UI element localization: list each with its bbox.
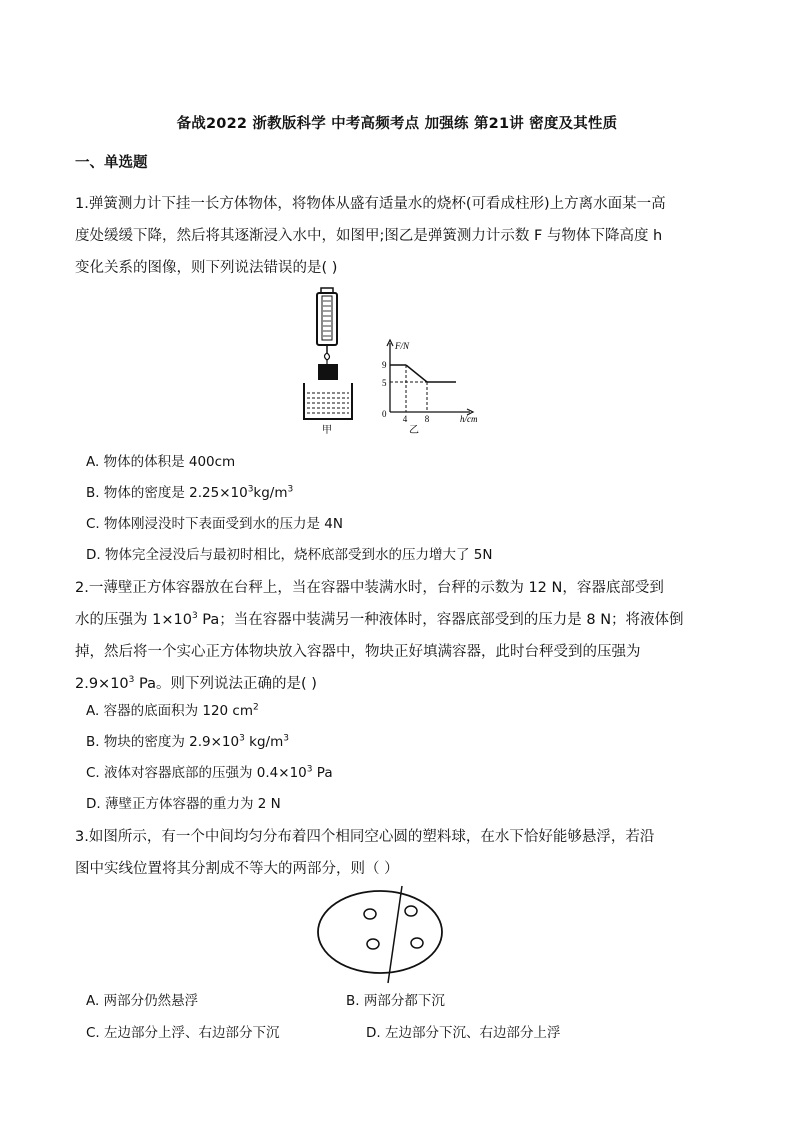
question-2-line-2: 水的压强为 $1\times 10^3$ Pa；当在容器中装满另一种液体时，容器底部受到的压力是 8 N；将液体倒 (75, 611, 684, 628)
question-1-line-3: 变化关系的图像，则下列说法错误的是( ) (75, 260, 338, 276)
x-axis-label: h/cm (460, 414, 478, 424)
y-axis-label: F/N (395, 341, 410, 351)
question-1-line-2: 度处缓缓下降，然后将其逐渐浸入水中，如图甲;图乙是弹簧测力计示数 F 与物体下降高度 h (75, 228, 663, 244)
y-tick-9: 9 (382, 360, 387, 370)
cut-line (388, 886, 402, 983)
question-3-stem (75, 821, 725, 885)
x-tick-8: 8 (424, 414, 430, 424)
question-1-line-1: 1.弹簧测力计下挂一长方体物体，将物体从盛有适量水的烧杯(可看成柱形)上方离水面某一高 (75, 196, 666, 212)
force-height-graph (382, 340, 478, 424)
origin-label: 0 (382, 409, 387, 419)
question-1-option-b: B. 物体的密度是 $2.25\times 10^3kg/m^3$ (86, 484, 294, 501)
question-2-option-b: B. 物块的密度为 $2.9\times 10^3$ $kg/m^3$ (86, 733, 289, 750)
question-1-option-a: A. 物体的体积是 400cm (86, 454, 236, 470)
question-3-figure (308, 885, 458, 985)
figure-label-yi: 乙 (409, 425, 419, 435)
document-title: 备战2022 浙教版科学 中考高频考点 加强练 第21讲 密度及其性质 (176, 116, 618, 132)
question-3-line-1: 3.如图所示，有一个中间均匀分布着四个相同空心圆的塑料球，在水下恰好能够悬浮，若沿 (75, 829, 655, 845)
question-2-option-c: C. 液体对容器底部的压强为 $0.4\times 10^3$ Pa (86, 764, 333, 781)
beaker-icon (304, 383, 352, 419)
question-3-option-b: B. 两部分都下沉 (346, 993, 445, 1009)
x-tick-4: 4 (402, 414, 408, 424)
question-1-figure (298, 285, 488, 435)
question-1-stem (75, 188, 725, 284)
figure-label-jia: 甲 (322, 425, 332, 435)
question-2-line-1: 2.一薄壁正方体容器放在台秤上，当在容器中装满水时，台秤的示数为 12 N，容器底部受到 (75, 580, 664, 596)
question-2-stem (75, 572, 725, 700)
question-1-option-c: C. 物体刚浸没时下表面受到水的压力是 4N (86, 516, 343, 532)
question-1-option-d: D. 物体完全浸没后与最初时相比，烧杯底部受到水的压力增大了 5N (86, 547, 493, 563)
question-2-line-3: 掉，然后将一个实心正方体物块放入容器中，物块正好填满容器，此时台秤受到的压强为 (75, 644, 641, 660)
plastic-ball-icon (318, 891, 442, 973)
hollow-circle-3 (367, 939, 379, 949)
hollow-circle-4 (411, 938, 423, 948)
block-object (318, 364, 338, 380)
question-2-option-d: D. 薄壁正方体容器的重力为 2 N (86, 796, 281, 812)
question-3-line-2: 图中实线位置将其分割成不等大的两部分，则（ ） (75, 861, 399, 877)
spring-scale-icon (317, 288, 337, 364)
hollow-circle-1 (364, 909, 376, 919)
y-tick-5: 5 (382, 378, 387, 388)
question-3-option-a: A. 两部分仍然悬浮 (86, 993, 199, 1009)
question-3-option-d: D. 左边部分下沉、右边部分上浮 (366, 1025, 561, 1041)
question-2-option-a: A. 容器的底面积为 120 $cm^2$ (86, 702, 259, 719)
hollow-circle-2 (405, 906, 417, 916)
section-heading: 一、单选题 (75, 155, 148, 171)
question-2-line-4: $2.9\times 10^3$ Pa。则下列说法正确的是( ) (75, 675, 317, 692)
question-3-option-c: C. 左边部分上浮、右边部分下沉 (86, 1025, 280, 1041)
